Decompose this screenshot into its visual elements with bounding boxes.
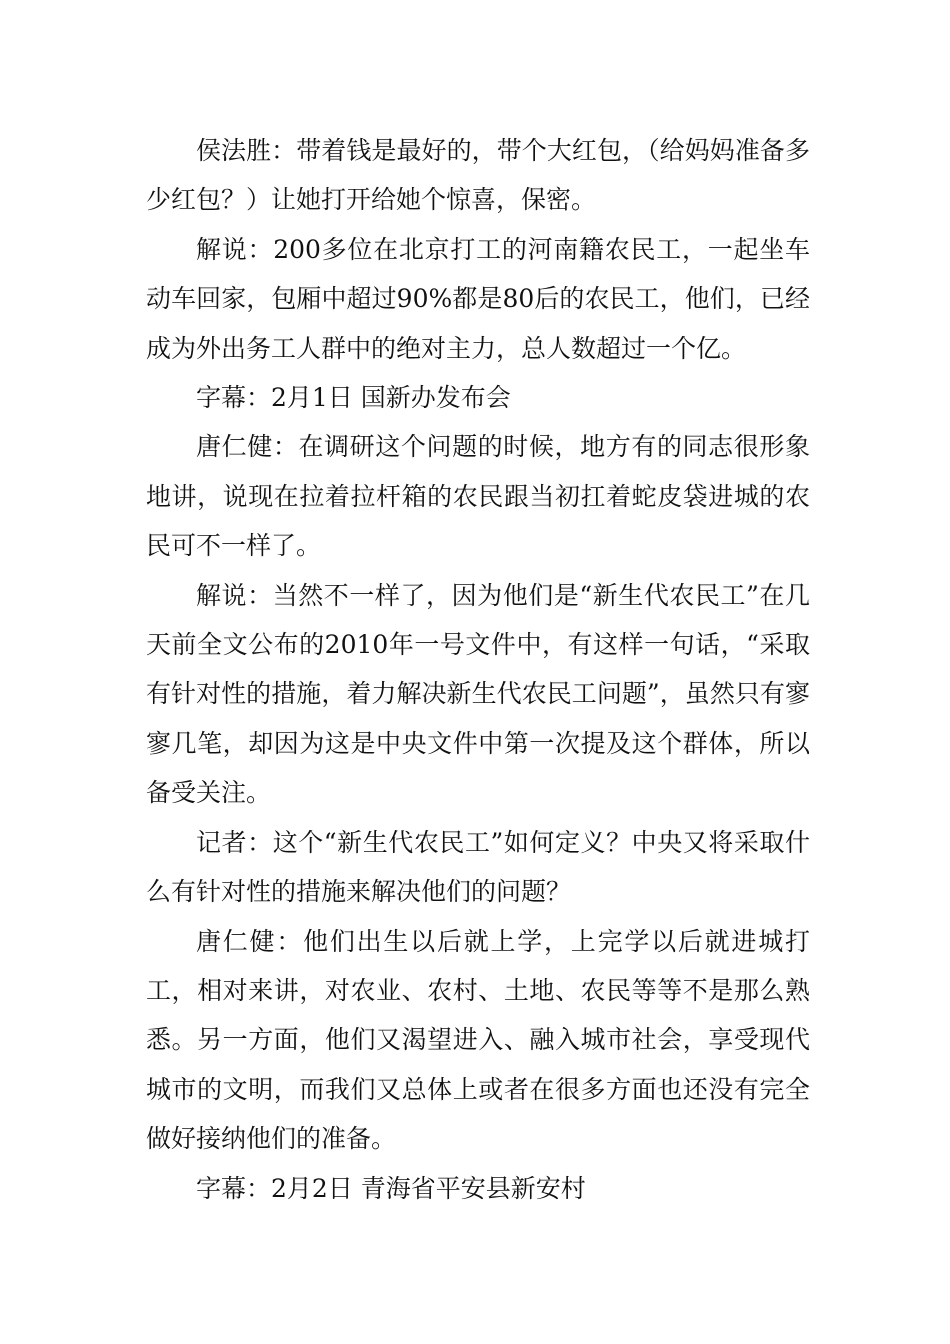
transcript-body bbox=[146, 126, 810, 1213]
paragraph-3 bbox=[146, 373, 810, 422]
paragraph-2 bbox=[146, 225, 810, 373]
speaker-label: 侯法胜： bbox=[196, 136, 297, 165]
speaker-label: 字幕： bbox=[196, 383, 272, 413]
paragraph-text: 在调研这个问题的时候，地方有的同志很形象地讲，说现在拉着拉杆箱的农民跟当初扛着蛇皮袋进城的农民可不一样了。 bbox=[146, 432, 810, 561]
speaker-label: 解说： bbox=[196, 580, 273, 610]
paragraph-text: 200多位在北京打工的河南籍农民工，一起坐车动车回家，包厢中超过90%都是80后的农民工，他们，已经成为外出务工人群中的绝对主力，总人数超过一个亿。 bbox=[146, 234, 810, 363]
paragraph-text: 当然不一样了，因为他们是“新生代农民工”在几天前全文公布的2010年一号文件中，有这样一句话，“采取有针对性的措施，着力解决新生代农民工问题”，虽然只有寥寥几笔，却因为这是中央文件中第一次提及这个群体，所以备受关注。 bbox=[146, 580, 810, 808]
paragraph-text: 带着钱是最好的，带个大红包，（给妈妈准备多少红包？）让她打开给她个惊喜，保密。 bbox=[146, 136, 810, 215]
paragraph-7 bbox=[146, 917, 810, 1164]
paragraph-6 bbox=[146, 818, 810, 917]
paragraph-text: 2月2日 青海省平安县新安村 bbox=[271, 1173, 586, 1203]
paragraph-text: 他们出生以后就上学，上完学以后就进城打工，相对来讲，对农业、农村、土地、农民等等不是那么熟悉。另一方面，他们又渴望进入、融入城市社会，享受现代城市的文明，而我们又总体上或者在很多方面也还没有完全做好接纳他们的准备。 bbox=[146, 926, 810, 1154]
paragraph-text: 2月1日 国新办发布会 bbox=[271, 383, 511, 413]
speaker-label: 记者： bbox=[196, 827, 273, 857]
paragraph-1 bbox=[146, 126, 810, 225]
speaker-label: 字幕： bbox=[196, 1173, 272, 1203]
paragraph-4 bbox=[146, 422, 810, 570]
paragraph-8 bbox=[146, 1164, 810, 1213]
speaker-label: 解说： bbox=[196, 234, 274, 264]
paragraph-text: 这个“新生代农民工”如何定义？中央又将采取什么有针对性的措施来解决他们的问题？ bbox=[146, 827, 810, 907]
speaker-label: 唐仁健： bbox=[196, 432, 299, 462]
paragraph-5 bbox=[146, 571, 810, 818]
speaker-label: 唐仁健： bbox=[196, 926, 304, 956]
